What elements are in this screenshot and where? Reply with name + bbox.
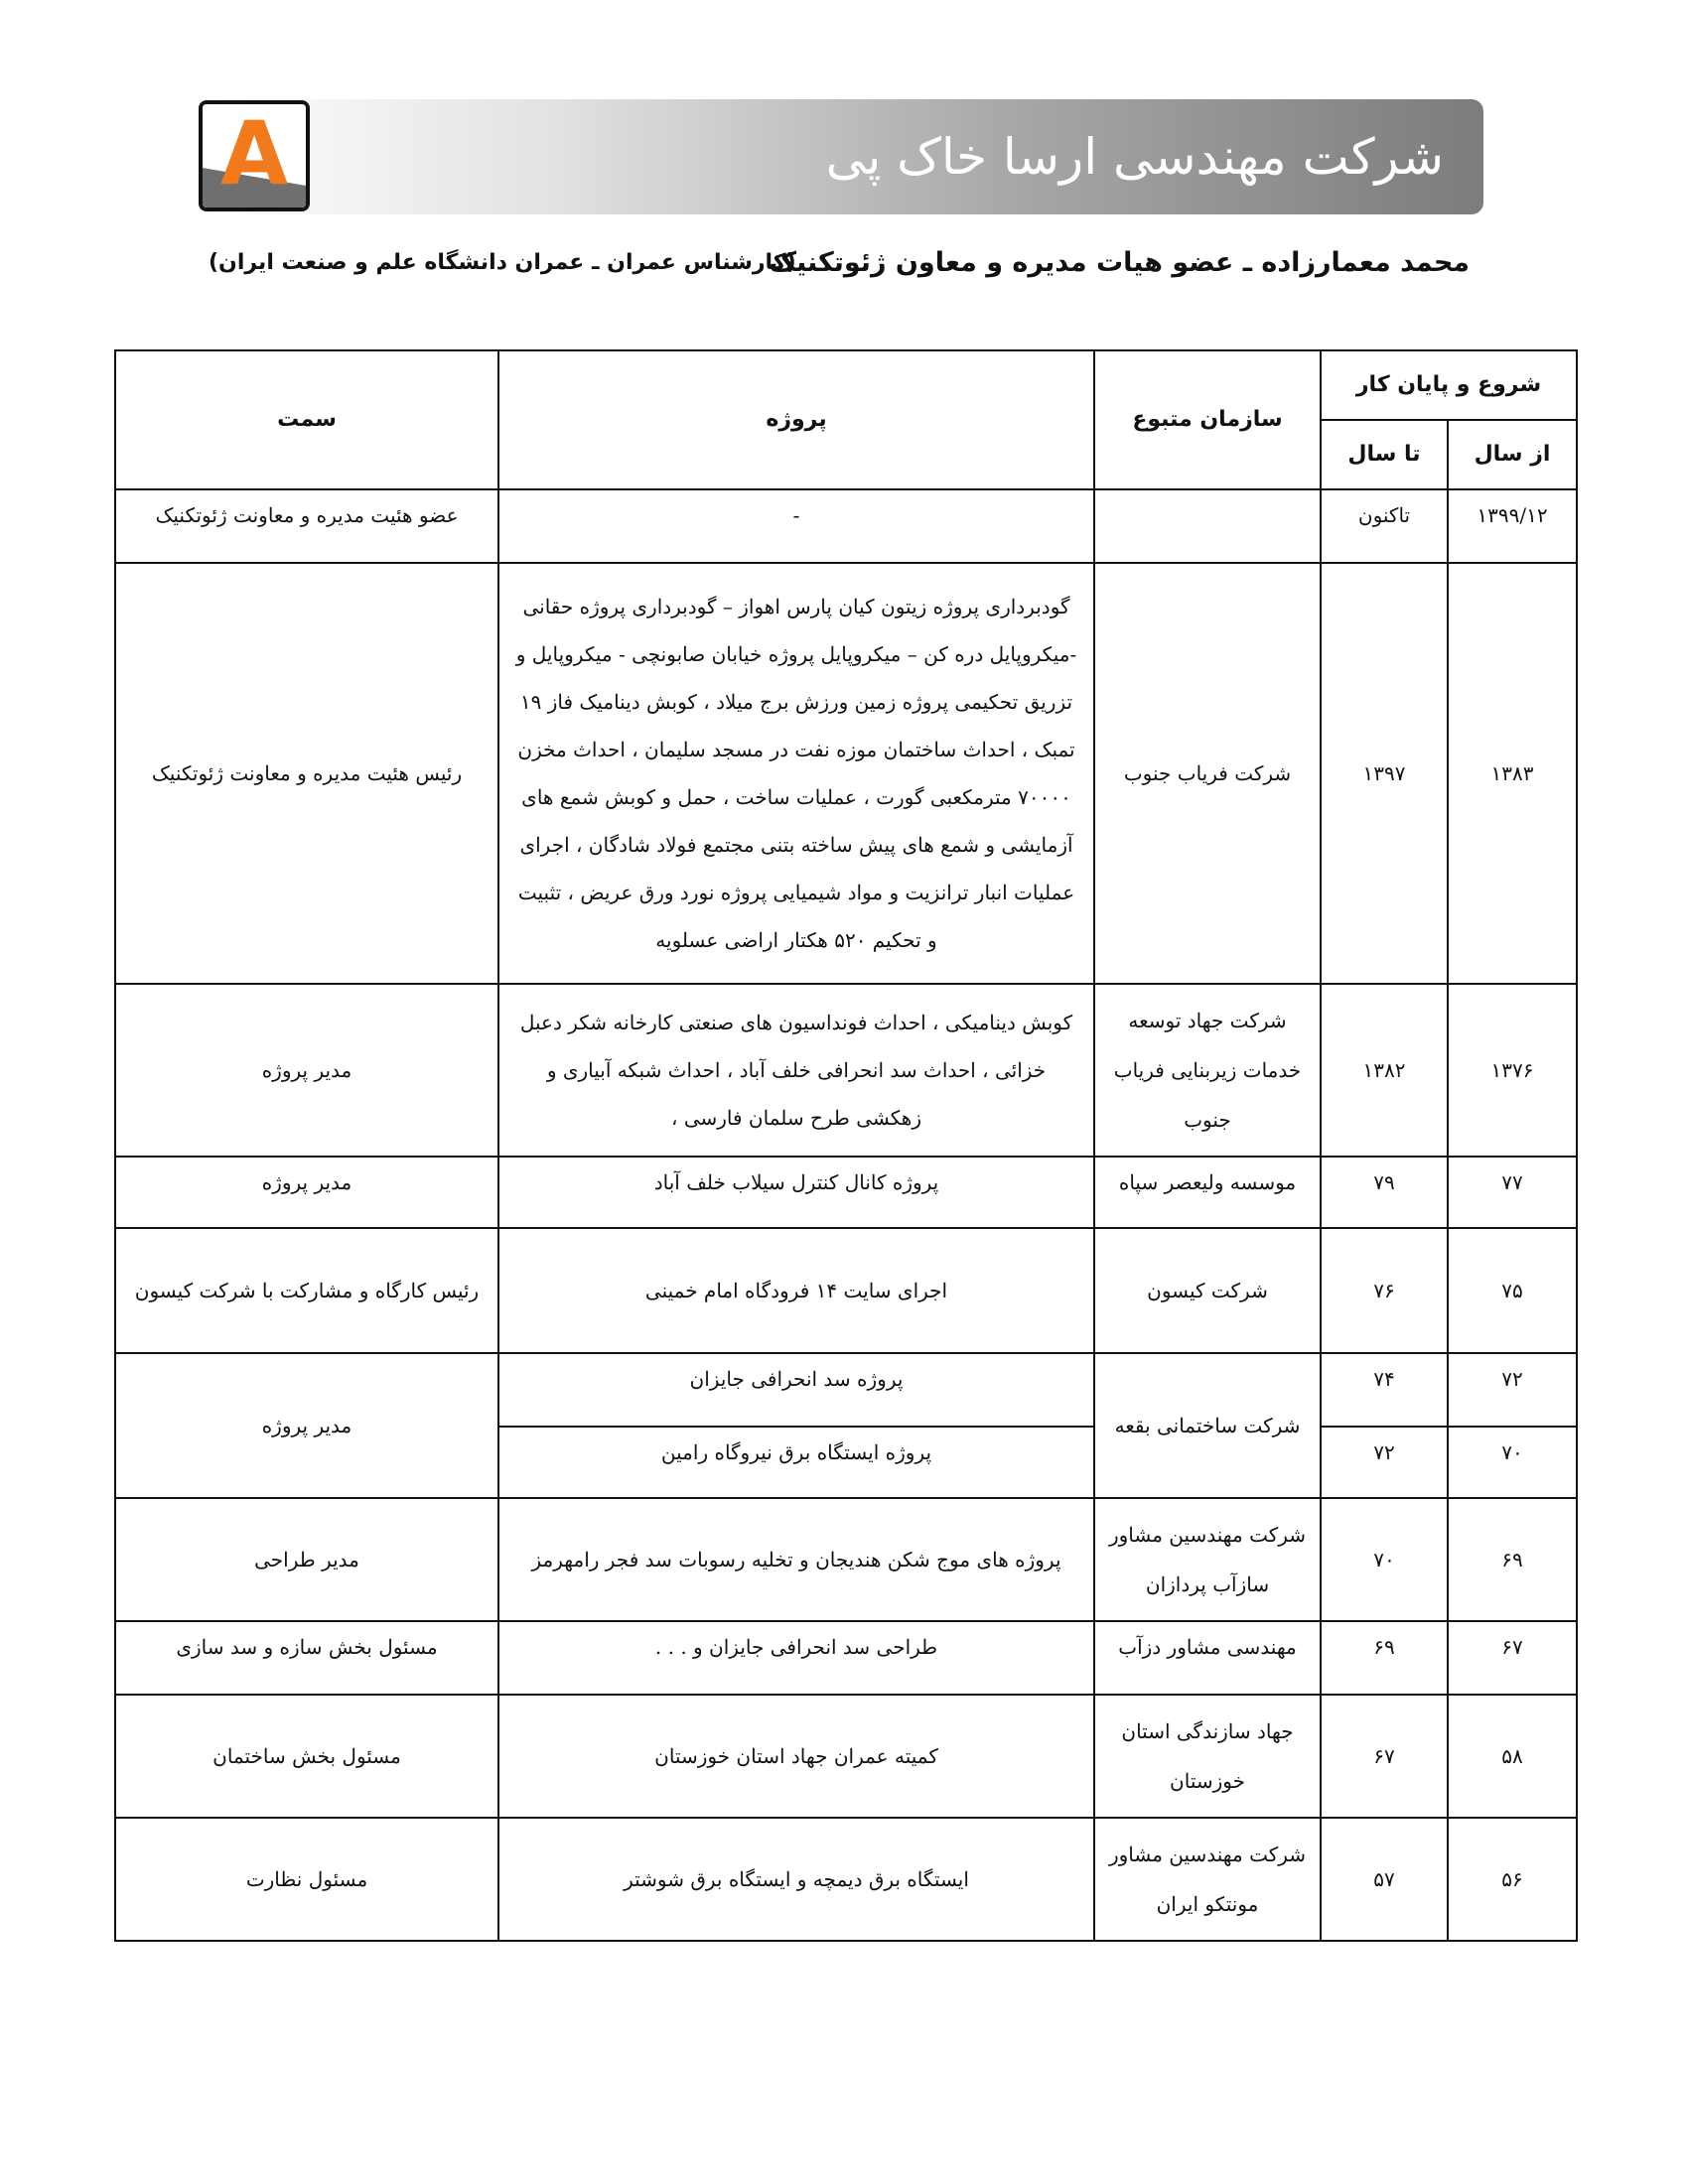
header-period: شروع و پایان کار bbox=[1321, 350, 1577, 420]
table-row bbox=[115, 1621, 1577, 1695]
cell-to-year: ۶۹ bbox=[1321, 1621, 1448, 1695]
cell-to-year: ۷۴ bbox=[1321, 1353, 1448, 1427]
cell-to-year: ۶۷ bbox=[1321, 1695, 1448, 1818]
table-row bbox=[115, 1498, 1577, 1621]
cell-from-year: ۷۷ bbox=[1448, 1157, 1577, 1228]
table-row bbox=[115, 563, 1577, 984]
cell-from-year: ۱۳۹۹/۱۲ bbox=[1448, 489, 1577, 563]
cell-to-year: ۷۶ bbox=[1321, 1228, 1448, 1353]
company-title: شرکت مهندسی ارسا خاک پی bbox=[825, 128, 1444, 186]
cell-organization: شرکت کیسون bbox=[1094, 1228, 1321, 1353]
header-banner bbox=[195, 99, 1483, 214]
table-row bbox=[115, 1353, 1577, 1427]
cell-to-year: ۷۲ bbox=[1321, 1427, 1448, 1498]
table-row bbox=[115, 1818, 1577, 1941]
cell-project: کوبش دینامیکی ، احداث فونداسیون های صنعتی کارخانه شکر دعبل خزائی ، احداث سد انحرافی خلف آباد ، احداث شبکه آبیاری و زهکشی طرح سلمان فارسی ، bbox=[498, 984, 1094, 1157]
experience-table bbox=[114, 349, 1578, 1942]
cell-project: گودبرداری پروژه زیتون کیان پارس اهواز – گودبرداری پروژه حقانی -میکروپایل دره کن – میکروپایل پروژه خیابان صابونچی - میکروپایل و تزریق تحکیمی پروژه زمین ورزش برج میلاد ، کوبش دینامیک فاز ۱۹ تمبک ، احداث ساختمان موزه نفت در مسجد سلیمان ، احداث مخزن ۷۰۰۰۰ مترمکعبی گورت ، عملیات ساخت ، حمل و کوبش شمع های آزمایشی و شمع های پیش ساخته بتنی مجتمع فولاد شادگان ، اجرای عملیات انبار ترانزیت و مواد شیمیایی پروژه نورد ورق عریض ، تثبیت و تحکیم ۵۲۰ هکتار اراضی عسلویه bbox=[498, 563, 1094, 984]
table-row bbox=[115, 1157, 1577, 1228]
cell-organization: شرکت ساختمانی بقعه bbox=[1094, 1353, 1321, 1498]
cell-organization bbox=[1094, 489, 1321, 563]
header-to-year: تا سال bbox=[1321, 420, 1448, 489]
cell-position: مسئول بخش سازه و سد سازی bbox=[115, 1621, 498, 1695]
cell-position: رئیس کارگاه و مشارکت با شرکت کیسون bbox=[115, 1228, 498, 1353]
cell-from-year: ۱۳۸۳ bbox=[1448, 563, 1577, 984]
company-logo bbox=[199, 100, 310, 211]
cell-position: رئیس هئیت مدیره و معاونت ژئوتکنیک bbox=[115, 563, 498, 984]
cell-organization: شرکت مهندسین مشاور سازآب پردازان bbox=[1094, 1498, 1321, 1621]
cell-project: پروژه کانال کنترل سیلاب خلف آباد bbox=[498, 1157, 1094, 1228]
cell-project: ایستگاه برق دیمچه و ایستگاه برق شوشتر bbox=[498, 1818, 1094, 1941]
cell-project: طراحی سد انحرافی جایزان و . . . bbox=[498, 1621, 1094, 1695]
cell-project: اجرای سایت ۱۴ فرودگاه امام خمینی bbox=[498, 1228, 1094, 1353]
cell-from-year: ۷۵ bbox=[1448, 1228, 1577, 1353]
cell-organization: شرکت فریاب جنوب bbox=[1094, 563, 1321, 984]
header-organization: سازمان متبوع bbox=[1094, 350, 1321, 489]
cell-to-year: تاکنون bbox=[1321, 489, 1448, 563]
cell-organization: شرکت جهاد توسعه خدمات زیربنایی فریاب جنوب bbox=[1094, 984, 1321, 1157]
cell-position: مسئول نظارت bbox=[115, 1818, 498, 1941]
cell-to-year: ۵۷ bbox=[1321, 1818, 1448, 1941]
cell-from-year: ۵۸ bbox=[1448, 1695, 1577, 1818]
cell-project: پروژه ایستگاه برق نیروگاه رامین bbox=[498, 1427, 1094, 1498]
education-note: (کارشناس عمران ـ عمران دانشگاه علم و صنعت ایران) bbox=[209, 250, 796, 275]
cell-position: مدیر پروژه bbox=[115, 984, 498, 1157]
cell-to-year: ۱۳۹۷ bbox=[1321, 563, 1448, 984]
cell-from-year: ۷۲ bbox=[1448, 1353, 1577, 1427]
cell-project: کمیته عمران جهاد استان خوزستان bbox=[498, 1695, 1094, 1818]
header-project: پروژه bbox=[498, 350, 1094, 489]
table-row bbox=[115, 1695, 1577, 1818]
cell-organization: موسسه ولیعصر سپاه bbox=[1094, 1157, 1321, 1228]
person-name-title: محمد معمارزاده ـ عضو هیات مدیره و معاون ژئوتکنیک bbox=[769, 247, 1470, 278]
cell-project: - bbox=[498, 489, 1094, 563]
cell-from-year: ۱۳۷۶ bbox=[1448, 984, 1577, 1157]
cell-from-year: ۵۶ bbox=[1448, 1818, 1577, 1941]
cell-project: پروژه سد انحرافی جایزان bbox=[498, 1353, 1094, 1427]
cell-organization: مهندسی مشاور دزآب bbox=[1094, 1621, 1321, 1695]
header-position: سمت bbox=[115, 350, 498, 489]
cell-organization: شرکت مهندسین مشاور مونتکو ایران bbox=[1094, 1818, 1321, 1941]
logo-letter: A bbox=[219, 104, 289, 205]
cell-from-year: ۷۰ bbox=[1448, 1427, 1577, 1498]
cell-position: مدیر پروژه bbox=[115, 1157, 498, 1228]
cell-from-year: ۶۷ bbox=[1448, 1621, 1577, 1695]
cell-position: مسئول بخش ساختمان bbox=[115, 1695, 498, 1818]
logo-graphic bbox=[203, 104, 306, 207]
cell-project: پروژه های موج شکن هندیجان و تخلیه رسوبات سد فجر رامهرمز bbox=[498, 1498, 1094, 1621]
cell-organization: جهاد سازندگی استان خوزستان bbox=[1094, 1695, 1321, 1818]
header-from-year: از سال bbox=[1448, 420, 1577, 489]
cell-to-year: ۷۰ bbox=[1321, 1498, 1448, 1621]
cell-to-year: ۱۳۸۲ bbox=[1321, 984, 1448, 1157]
cell-position: مدیر طراحی bbox=[115, 1498, 498, 1621]
table-row bbox=[115, 1228, 1577, 1353]
cell-to-year: ۷۹ bbox=[1321, 1157, 1448, 1228]
table-row bbox=[115, 984, 1577, 1157]
table-row bbox=[115, 489, 1577, 563]
cell-position: عضو هئیت مدیره و معاونت ژئوتکنیک bbox=[115, 489, 498, 563]
cell-from-year: ۶۹ bbox=[1448, 1498, 1577, 1621]
cell-position: مدیر پروژه bbox=[115, 1353, 498, 1498]
